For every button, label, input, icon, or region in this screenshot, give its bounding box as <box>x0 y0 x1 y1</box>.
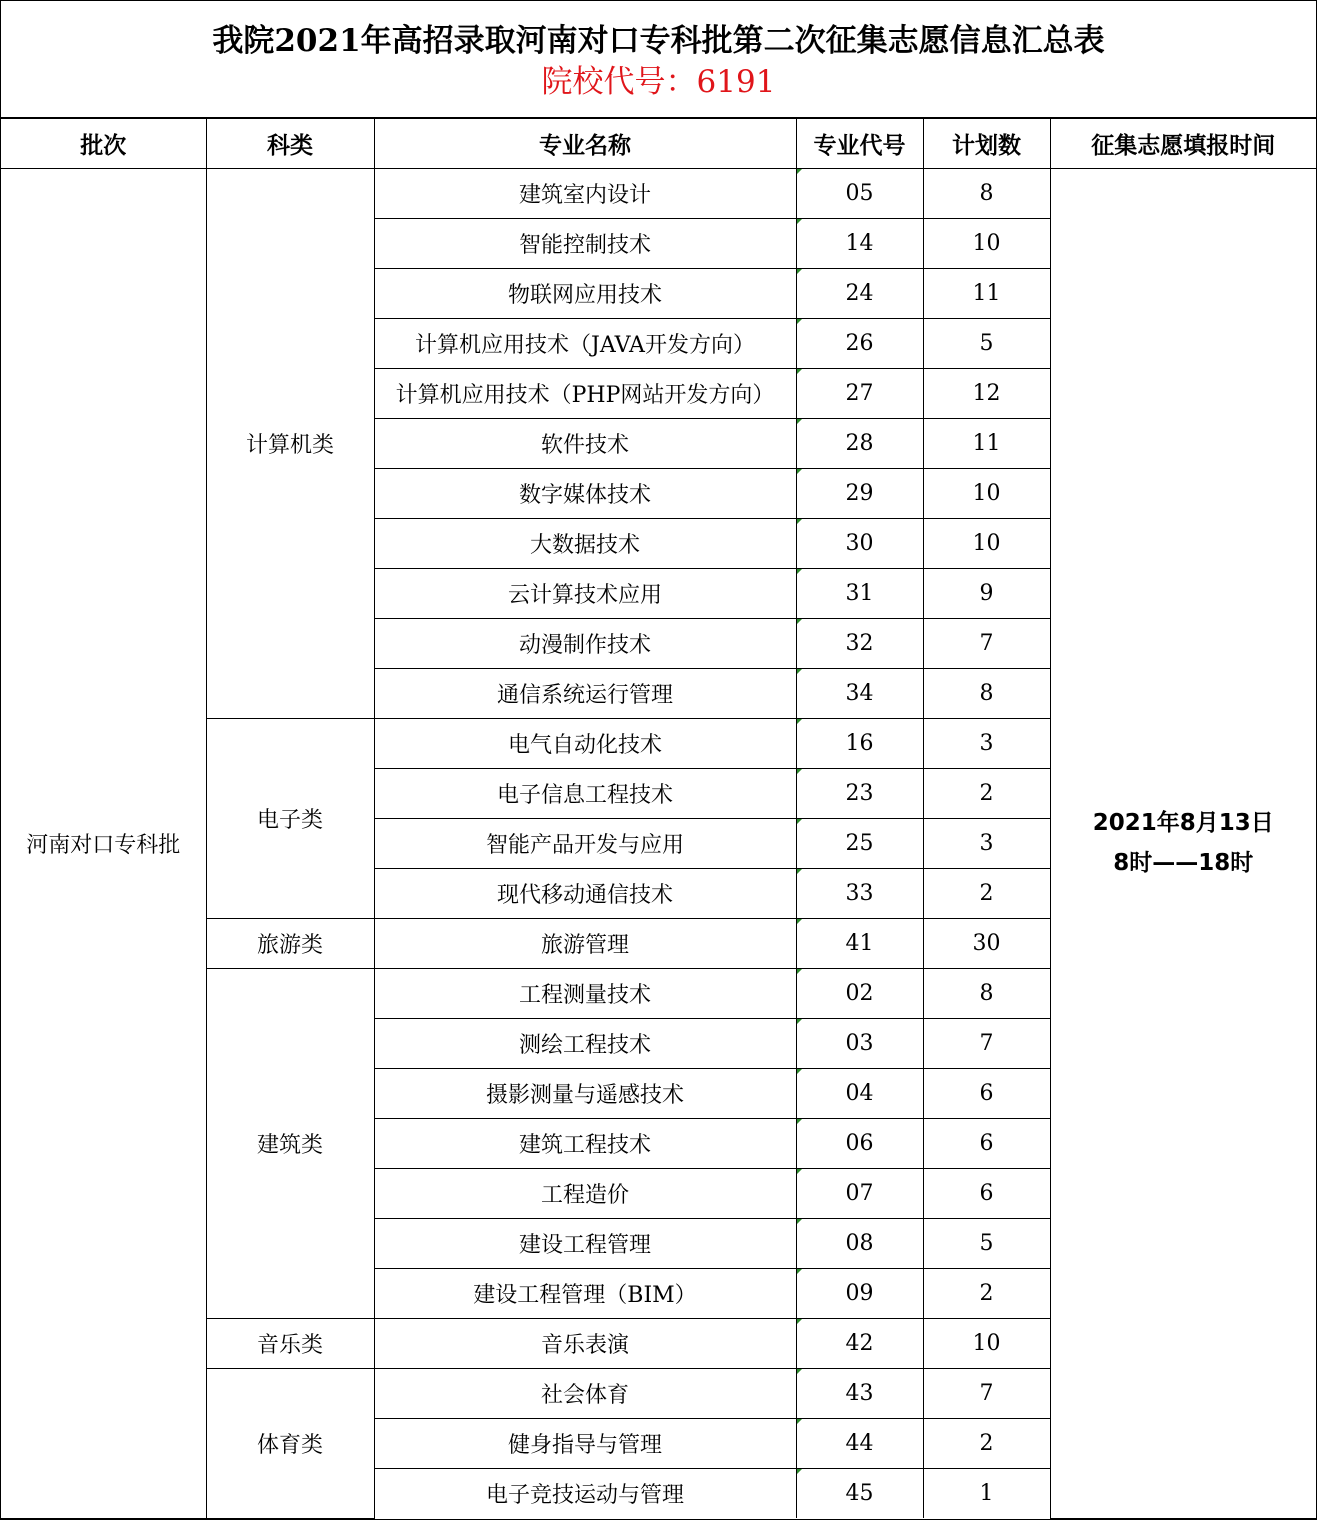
major-name-cell: 建筑工程技术 <box>374 1119 796 1169</box>
major-name-cell: 大数据技术 <box>374 519 796 569</box>
plan-count-cell: 7 <box>923 1369 1050 1419</box>
plan-count-cell: 3 <box>923 719 1050 769</box>
major-code-cell: 16 <box>796 719 923 769</box>
header-batch: 批次 <box>1 119 206 169</box>
major-name-cell: 数字媒体技术 <box>374 469 796 519</box>
fill-date: 2021年8月13日 <box>1092 810 1274 837</box>
table-row <box>1 169 1316 219</box>
major-code-cell: 26 <box>796 319 923 369</box>
plan-count-cell: 12 <box>923 369 1050 419</box>
plan-count-cell: 5 <box>923 319 1050 369</box>
major-name-cell: 物联网应用技术 <box>374 269 796 319</box>
category-cell: 旅游类 <box>206 919 374 969</box>
plan-count-cell: 2 <box>923 1419 1050 1469</box>
category-cell: 电子类 <box>206 719 374 919</box>
major-name-cell: 音乐表演 <box>374 1319 796 1369</box>
major-name-cell: 测绘工程技术 <box>374 1019 796 1069</box>
major-name-cell: 建设工程管理 <box>374 1219 796 1269</box>
plan-count-cell: 8 <box>923 669 1050 719</box>
major-name-cell: 智能控制技术 <box>374 219 796 269</box>
major-name-cell: 电子信息工程技术 <box>374 769 796 819</box>
header-fill-time: 征集志愿填报时间 <box>1050 119 1316 169</box>
major-code-cell: 30 <box>796 519 923 569</box>
major-code-cell: 08 <box>796 1219 923 1269</box>
major-name-cell: 电子竞技运动与管理 <box>374 1469 796 1519</box>
plan-count-cell: 3 <box>923 819 1050 869</box>
major-name-cell: 工程测量技术 <box>374 969 796 1019</box>
major-code-cell: 14 <box>796 219 923 269</box>
header-category: 科类 <box>206 119 374 169</box>
major-name-cell: 智能产品开发与应用 <box>374 819 796 869</box>
major-code-cell: 04 <box>796 1069 923 1119</box>
plan-count-cell: 10 <box>923 1319 1050 1369</box>
plan-count-cell: 10 <box>923 469 1050 519</box>
plan-count-cell: 7 <box>923 1019 1050 1069</box>
plan-count-cell: 1 <box>923 1469 1050 1519</box>
plan-count-cell: 8 <box>923 969 1050 1019</box>
major-code-cell: 25 <box>796 819 923 869</box>
major-code-cell: 03 <box>796 1019 923 1069</box>
major-name-cell: 通信系统运行管理 <box>374 669 796 719</box>
major-code-cell: 06 <box>796 1119 923 1169</box>
plan-count-cell: 11 <box>923 419 1050 469</box>
major-code-cell: 44 <box>796 1419 923 1469</box>
plan-count-cell: 6 <box>923 1119 1050 1169</box>
major-name-cell: 建设工程管理（BIM） <box>374 1269 796 1319</box>
school-code: 院校代号：6191 <box>541 64 776 100</box>
major-code-cell: 45 <box>796 1469 923 1519</box>
major-name-cell: 计算机应用技术（PHP网站开发方向） <box>374 369 796 419</box>
plan-count-cell: 6 <box>923 1169 1050 1219</box>
major-name-cell: 工程造价 <box>374 1169 796 1219</box>
major-code-cell: 28 <box>796 419 923 469</box>
major-code-cell: 23 <box>796 769 923 819</box>
plan-count-cell: 2 <box>923 1269 1050 1319</box>
major-name-cell: 电气自动化技术 <box>374 719 796 769</box>
major-name-cell: 社会体育 <box>374 1369 796 1419</box>
major-code-cell: 41 <box>796 919 923 969</box>
major-code-cell: 29 <box>796 469 923 519</box>
category-cell: 计算机类 <box>206 169 374 719</box>
major-name-cell: 摄影测量与遥感技术 <box>374 1069 796 1119</box>
major-name-cell: 软件技术 <box>374 419 796 469</box>
plan-count-cell: 10 <box>923 519 1050 569</box>
table-body <box>1 169 1316 1519</box>
major-code-cell: 24 <box>796 269 923 319</box>
category-cell: 建筑类 <box>206 969 374 1319</box>
plan-count-cell: 11 <box>923 269 1050 319</box>
major-code-cell: 09 <box>796 1269 923 1319</box>
batch-cell: 河南对口专科批 <box>1 169 206 1519</box>
header-major-code: 专业代号 <box>796 119 923 169</box>
page-title: 我院2021年高招录取河南对口专科批第二次征集志愿信息汇总表 <box>212 23 1105 59</box>
plan-count-cell: 2 <box>923 769 1050 819</box>
major-table <box>1 119 1316 1519</box>
plan-count-cell: 7 <box>923 619 1050 669</box>
major-code-cell: 27 <box>796 369 923 419</box>
category-cell: 体育类 <box>206 1369 374 1519</box>
major-code-cell: 32 <box>796 619 923 669</box>
major-code-cell: 43 <box>796 1369 923 1419</box>
plan-count-cell: 30 <box>923 919 1050 969</box>
title-block <box>1 1 1316 119</box>
major-name-cell: 计算机应用技术（JAVA开发方向） <box>374 319 796 369</box>
major-name-cell: 动漫制作技术 <box>374 619 796 669</box>
major-code-cell: 42 <box>796 1319 923 1369</box>
major-name-cell: 建筑室内设计 <box>374 169 796 219</box>
plan-count-cell: 10 <box>923 219 1050 269</box>
header-plan-count: 计划数 <box>923 119 1050 169</box>
plan-count-cell: 9 <box>923 569 1050 619</box>
plan-count-cell: 5 <box>923 1219 1050 1269</box>
major-code-cell: 33 <box>796 869 923 919</box>
major-code-cell: 07 <box>796 1169 923 1219</box>
header-major-name: 专业名称 <box>374 119 796 169</box>
header-row <box>1 119 1316 169</box>
major-name-cell: 健身指导与管理 <box>374 1419 796 1469</box>
major-name-cell: 云计算技术应用 <box>374 569 796 619</box>
major-code-cell: 31 <box>796 569 923 619</box>
major-name-cell: 旅游管理 <box>374 919 796 969</box>
major-code-cell: 05 <box>796 169 923 219</box>
fill-hours: 8时——18时 <box>1113 850 1254 877</box>
major-code-cell: 02 <box>796 969 923 1019</box>
fill-time-cell <box>1050 169 1316 1519</box>
plan-count-cell: 6 <box>923 1069 1050 1119</box>
plan-count-cell: 8 <box>923 169 1050 219</box>
plan-count-cell: 2 <box>923 869 1050 919</box>
major-code-cell: 34 <box>796 669 923 719</box>
major-name-cell: 现代移动通信技术 <box>374 869 796 919</box>
category-cell: 音乐类 <box>206 1319 374 1369</box>
